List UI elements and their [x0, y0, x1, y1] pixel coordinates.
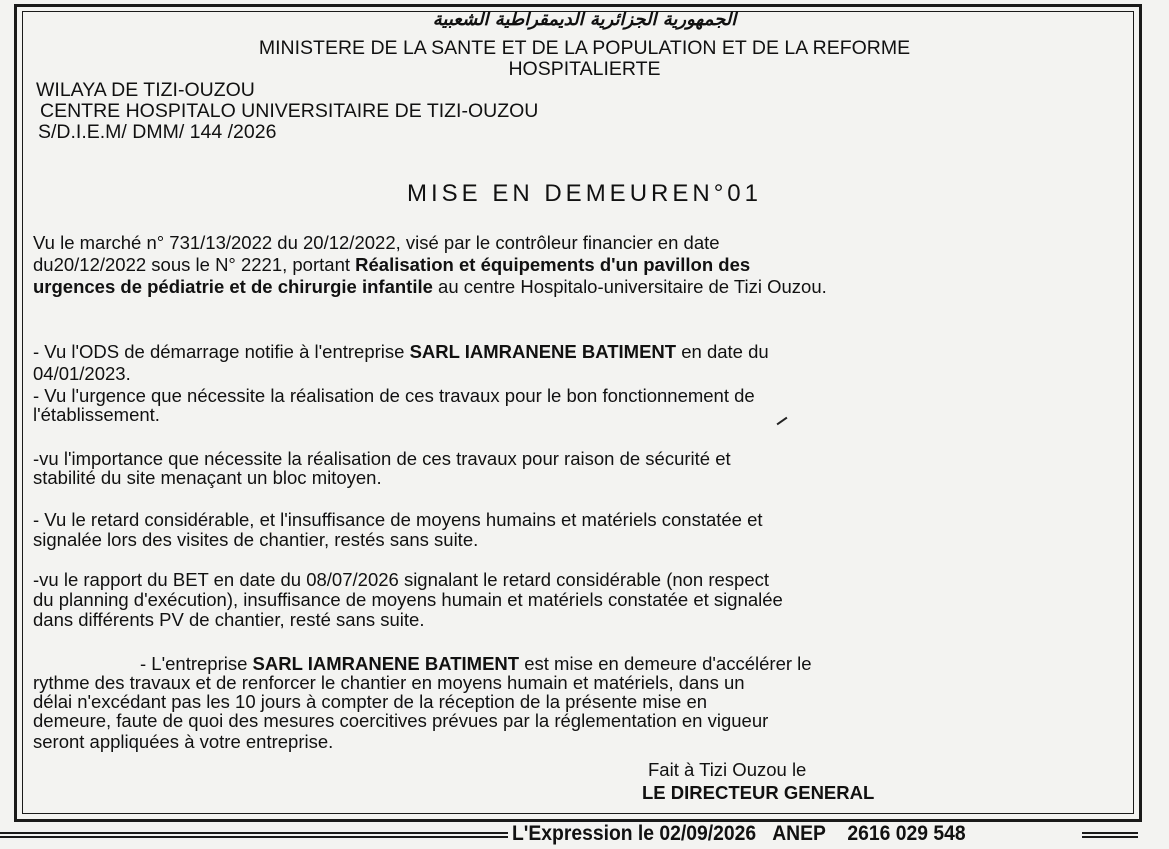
para1-line1: Vu le marché n° 731/13/2022 du 20/12/2022, visé par le contrôleur financier en date: [33, 232, 720, 253]
para6-line1: -vu le rapport du BET en date du 08/07/2026 signalant le retard considérable (non respect: [33, 569, 770, 590]
para7-line4: demeure, faute de quoi des mesures coercitives prévues par la réglementation en vigueur: [33, 710, 769, 731]
para3-line2: l'établissement.: [33, 404, 160, 425]
footer-rule-right: [1082, 832, 1138, 838]
para1-line3: [33, 277, 827, 297]
para6-line3: dans différents PV de chantier, resté sans suite.: [33, 609, 425, 630]
footer-credit: [512, 822, 966, 846]
para7-line5: seront appliquées à votre entreprise.: [33, 731, 334, 752]
reference-line: S/D.I.E.M/ DMM/ 144 /2026: [38, 121, 277, 143]
arabic-header: الجمهورية الجزائرية الديمقراطية الشعبية: [432, 9, 737, 30]
para1-line2: [33, 255, 750, 275]
para4-line1: -vu l'importance que nécessite la réalisation de ces travaux pour raison de sécurité et: [33, 448, 731, 469]
para2-line1-end: en date du: [676, 341, 769, 362]
para7-line1: [140, 654, 812, 674]
project-title-part1: Réalisation et équipements d'un pavillon des: [355, 254, 751, 275]
signature-place: Fait à Tizi Ouzou le: [648, 759, 807, 780]
ministry-line-1: MINISTERE DE LA SANTE ET DE LA POPULATION ET DE LA REFORME: [258, 37, 911, 59]
para2-line1: [33, 342, 769, 362]
para2-line1-text: - Vu l'ODS de démarrage notifie à l'entreprise: [33, 341, 410, 362]
footer-agency: ANEP: [772, 822, 826, 845]
wilaya-line: WILAYA DE TIZI-OUZOU: [36, 79, 255, 101]
footer-rule-left: [0, 832, 508, 838]
para5-line2: signalée lors des visites de chantier, restés sans suite.: [33, 529, 479, 550]
footer-number: 2616 029 548: [847, 822, 966, 845]
ministry-line-2: HOSPITALIERTE: [508, 58, 661, 80]
para4-line2: stabilité du site menaçant un bloc mitoyen.: [33, 467, 382, 488]
para7-line1-end: est mise en demeure d'accélérer le: [519, 653, 812, 674]
footer-bar: [0, 822, 1169, 849]
para3-line1: - Vu l'urgence que nécessite la réalisation de ces travaux pour le bon fonctionnement de: [33, 385, 755, 406]
footer-publication: L'Expression le 02/09/2026: [512, 822, 757, 845]
para7-line3: délai n'excédant pas les 10 jours à compter de la réception de la présente mise en: [33, 691, 708, 712]
para1-line3-text: au centre Hospitalo-universitaire de Tizi Ouzou.: [432, 276, 827, 297]
signatory-title: LE DIRECTEUR GENERAL: [642, 782, 875, 803]
para1-line2-text: du20/12/2022 sous le N° 2221, portant: [33, 254, 356, 275]
para7-line2: rythme des travaux et de renforcer le chantier en moyens humain et matériels, dans un: [33, 672, 745, 693]
company-name-2: SARL IAMRANENE BATIMENT: [252, 653, 520, 674]
para5-line1: - Vu le retard considérable, et l'insuffisance de moyens humains et matériels constatée et: [33, 509, 763, 530]
centre-line: CENTRE HOSPITALO UNIVERSITAIRE DE TIZI-OUZOU: [40, 100, 539, 122]
para6-line2: du planning d'exécution), insuffisance de moyens humain et matériels constatée et signalée: [33, 589, 783, 610]
signatory: [642, 783, 874, 803]
project-title-part2: urgences de pédiatrie et de chirurgie infantile: [33, 276, 433, 297]
document-title: MISE EN DEMEUREN°01: [407, 180, 762, 207]
para7-line1-text: - L'entreprise: [140, 653, 253, 674]
para2-line2: 04/01/2023.: [33, 363, 131, 384]
company-name: SARL IAMRANENE BATIMENT: [409, 341, 677, 362]
